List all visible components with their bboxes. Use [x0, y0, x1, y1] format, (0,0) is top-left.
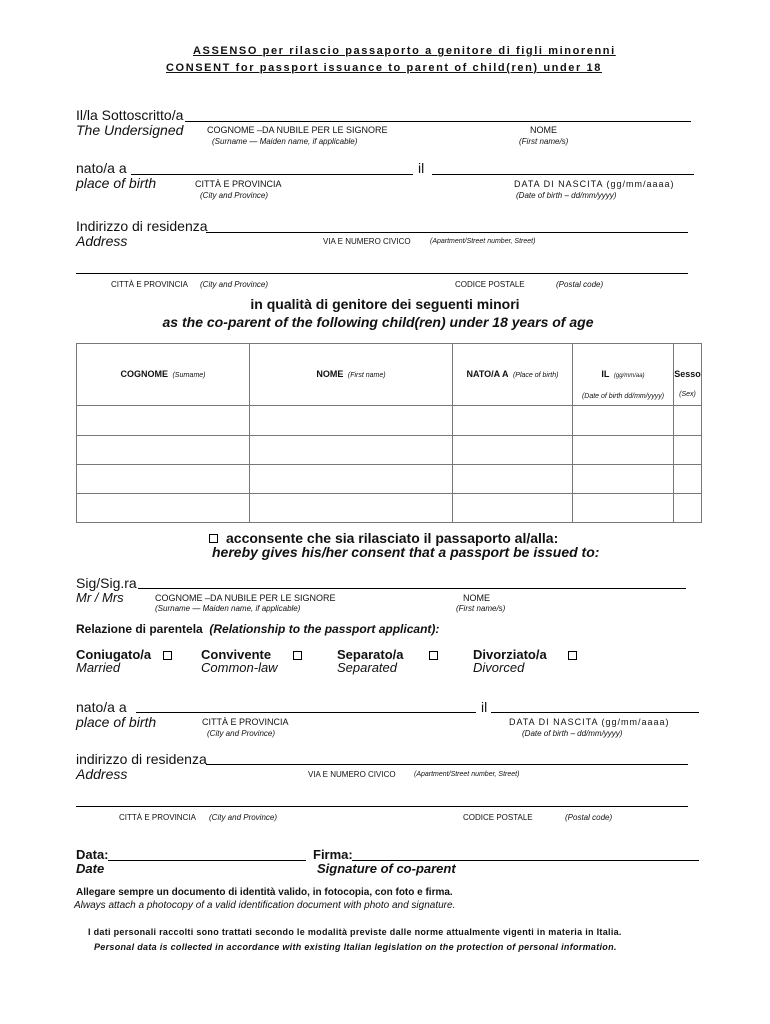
col-sex: Sesso (Sex): [674, 344, 702, 406]
divorced-checkbox[interactable]: [568, 651, 577, 660]
address2-street-field[interactable]: [206, 764, 688, 765]
table-row[interactable]: [77, 406, 702, 436]
relation-option-divorced[interactable]: Divorziato/a: [473, 647, 577, 662]
attach-note-en: Always attach a photocopy of a valid identification document with photo and signature.: [74, 900, 456, 911]
consent-en: hereby gives his/her consent that a passport be issued to:: [212, 544, 600, 560]
address-city-hint-en: (City and Province): [200, 280, 269, 289]
applicant-surname-hint-en: (Surname — Maiden name, if applicable): [155, 604, 301, 613]
signature-label-it: Firma:: [313, 847, 353, 862]
children-table-header: [77, 344, 702, 406]
address-label-it: Indirizzo di residenza: [76, 218, 208, 234]
title-italian: ASSENSO per rilascio passaporto a genitore di figli minorenni: [193, 45, 616, 57]
separated-checkbox[interactable]: [429, 651, 438, 660]
undersigned-label-it: Il/la Sottoscritto/a: [76, 107, 184, 123]
birth-city-hint: CITTÀ E PROVINCIA: [195, 179, 282, 189]
date-label-it: Data:: [76, 847, 109, 862]
applicant-surname-hint: COGNOME –DA NUBILE PER LE SIGNORE: [155, 593, 336, 603]
birth2-label-en: place of birth: [76, 714, 157, 730]
consent-it: acconsente che sia rilasciato il passaporto al/alla:: [226, 530, 559, 546]
undersigned-name-hint-en: (First name/s): [519, 137, 569, 146]
address-street-hint-en: (Apartment/Street number, Street): [430, 238, 536, 245]
birth2-date-field[interactable]: [491, 712, 699, 713]
birth-date-hint-en: (Date of birth – dd/mm/yyyy): [516, 191, 617, 200]
relation-separated-en: Separated: [337, 660, 397, 675]
col-place: NATO/A A (Place of birth): [453, 344, 573, 406]
col-surname: COGNOME (Surname): [77, 344, 250, 406]
applicant-label-it: Sig/Sig.ra: [76, 575, 137, 591]
relation-option-common-law[interactable]: Convivente: [201, 647, 302, 662]
married-checkbox[interactable]: [163, 651, 172, 660]
address2-city-hint-en: (City and Province): [209, 813, 278, 822]
address-street-hint: VIA E NUMERO CIVICO: [323, 237, 411, 246]
relation-option-married[interactable]: Coniugato/a: [76, 647, 172, 662]
birth-date-field[interactable]: [432, 174, 694, 175]
address-postal-hint-en: (Postal code): [556, 280, 604, 289]
children-table: [76, 343, 702, 523]
relation-divorced-en: Divorced: [473, 660, 525, 675]
undersigned-name-hint: NOME: [530, 125, 557, 135]
birth2-date-hint: DATA DI NASCITA (gg/mm/aaaa): [509, 717, 670, 727]
address-postal-hint: CODICE POSTALE: [455, 280, 525, 289]
undersigned-surname-hint-en: (Surname — Maiden name, if applicable): [212, 137, 358, 146]
birth2-city-hint-en: (City and Province): [207, 729, 276, 738]
birth2-label-it: nato/a a: [76, 699, 127, 715]
applicant-name-hint-en: (First name/s): [456, 604, 506, 613]
birth-date-hint: DATA DI NASCITA (gg/mm/aaaa): [514, 179, 675, 189]
address2-street-hint-en: (Apartment/Street number, Street): [414, 771, 520, 778]
address2-label-en: Address: [76, 766, 128, 782]
address-city-field[interactable]: [76, 273, 688, 274]
address-street-field[interactable]: [206, 232, 688, 233]
birth2-place-field[interactable]: [136, 712, 476, 713]
table-row[interactable]: [77, 436, 702, 465]
address-city-hint: CITTÀ E PROVINCIA: [111, 280, 188, 289]
relation-common-law-en: Common-law: [201, 660, 278, 675]
address2-city-hint: CITTÀ E PROVINCIA: [119, 813, 196, 822]
attach-note-it: Allegare sempre un documento di identità valido, in fotocopia, con foto e firma.: [76, 887, 453, 898]
address2-street-hint: VIA E NUMERO CIVICO: [308, 770, 396, 779]
undersigned-field[interactable]: [185, 121, 691, 122]
relation-married-en: Married: [76, 660, 121, 675]
birth-il-label: il: [418, 160, 425, 176]
applicant-field[interactable]: [138, 588, 686, 589]
undersigned-surname-hint: COGNOME –DA NUBILE PER LE SIGNORE: [207, 125, 388, 135]
applicant-label-en: Mr / Mrs: [76, 590, 124, 605]
privacy-note-en: Personal data is collected in accordance with existing Italian legislation on the protection of personal information.: [94, 942, 617, 952]
common-law-checkbox[interactable]: [293, 651, 302, 660]
birth2-il-label: il: [481, 699, 488, 715]
address2-postal-hint: CODICE POSTALE: [463, 813, 533, 822]
parent-heading-en: as the co-parent of the following child(ren) under 18 years of age: [162, 314, 594, 330]
privacy-note-it: I dati personali raccolti sono trattati secondo le modalità previste dalle norme attualmente vigenti in materia in Italia.: [88, 927, 622, 937]
undersigned-label-en: The Undersigned: [76, 122, 184, 138]
col-date: IL (gg/mm/aa) (Date of birth dd/mm/yyyy): [573, 344, 674, 406]
table-row[interactable]: [77, 465, 702, 494]
table-row[interactable]: [77, 494, 702, 523]
birth-place-field[interactable]: [131, 174, 413, 175]
address2-postal-hint-en: (Postal code): [565, 813, 613, 822]
relationship-label: Relazione di parentela (Relationship to the passport applicant):: [76, 622, 440, 636]
parent-heading-it: in qualità di genitore dei seguenti minori: [250, 296, 520, 312]
address2-label-it: indirizzo di residenza: [76, 751, 207, 767]
birth-label-en: place of birth: [76, 175, 157, 191]
birth2-city-hint: CITTÀ E PROVINCIA: [202, 717, 289, 727]
address-label-en: Address: [76, 233, 128, 249]
birth-city-hint-en: (City and Province): [200, 191, 269, 200]
signature-label-en: Signature of co-parent: [317, 861, 456, 876]
relation-option-separated[interactable]: Separato/a: [337, 647, 438, 662]
date-label-en: Date: [76, 861, 105, 876]
birth-label-it: nato/a a: [76, 160, 127, 176]
consent-checkbox[interactable]: [209, 534, 218, 543]
title-english: CONSENT for passport issuance to parent of child(ren) under 18: [166, 62, 602, 74]
address2-city-field[interactable]: [76, 806, 688, 807]
applicant-name-hint: NOME: [463, 593, 490, 603]
birth2-date-hint-en: (Date of birth – dd/mm/yyyy): [522, 729, 623, 738]
col-name: NOME (First name): [250, 344, 453, 406]
date-field[interactable]: [108, 860, 306, 861]
